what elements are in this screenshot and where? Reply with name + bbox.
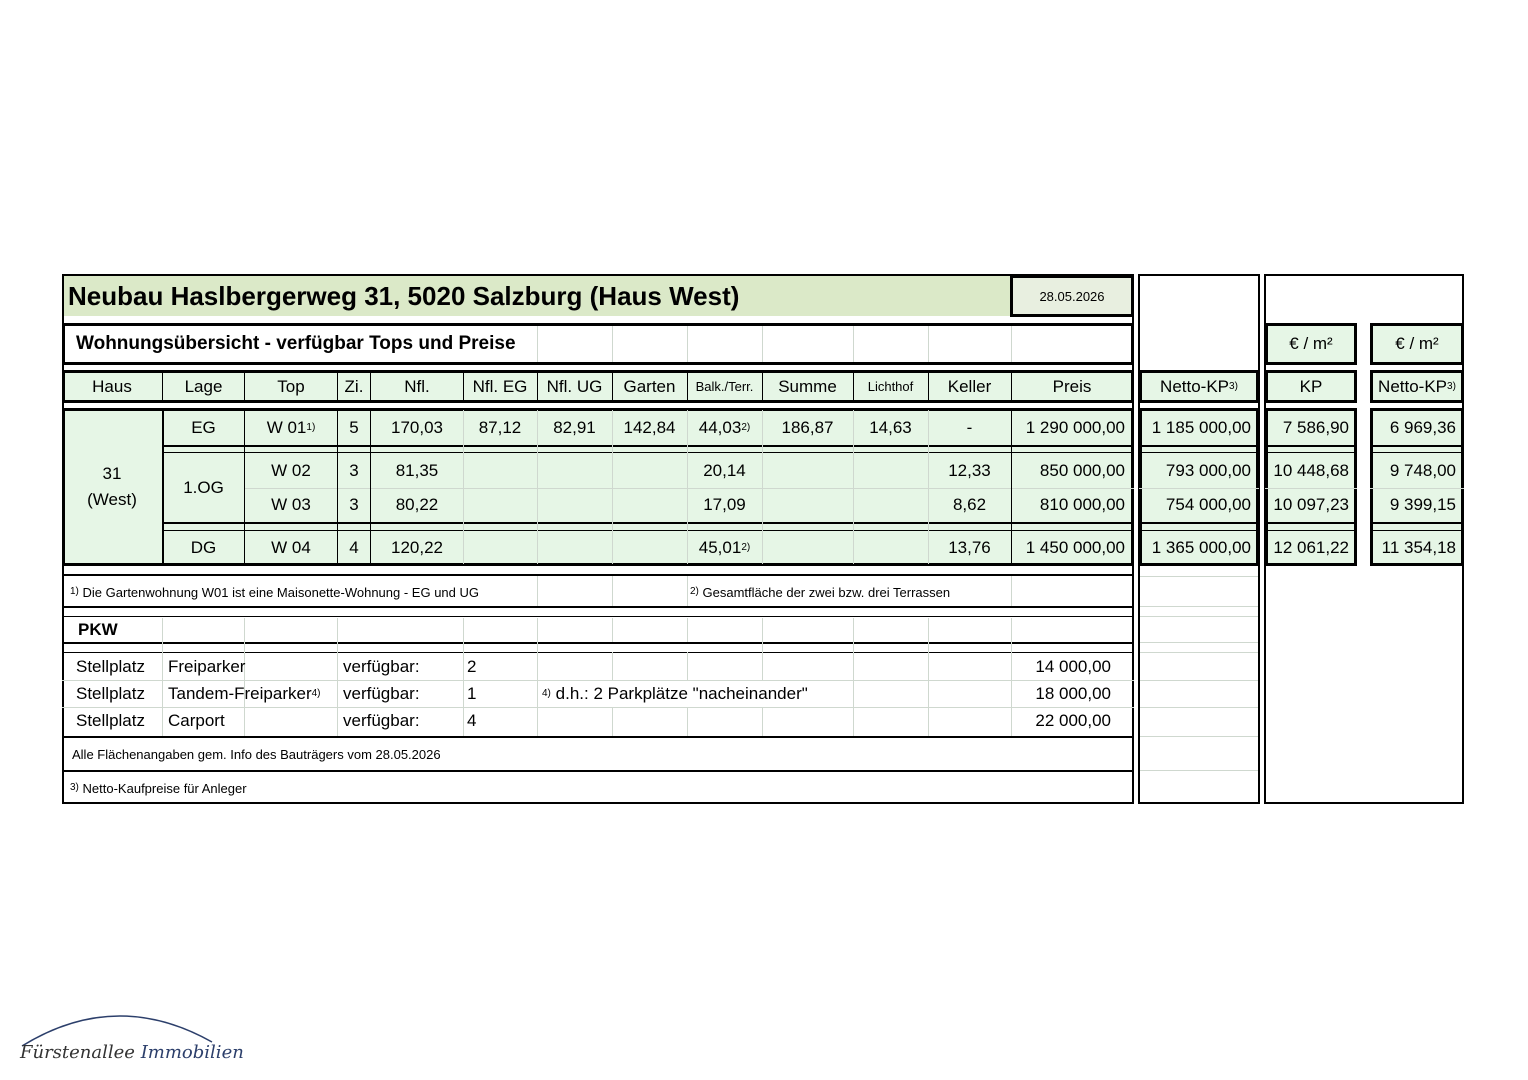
- page-title: Neubau Haslbergerweg 31, 5020 Salzburg (Haus West): [68, 280, 740, 311]
- parking2-price: 18 000,00: [1035, 684, 1111, 703]
- parking1-price: 14 000,00: [1035, 657, 1111, 676]
- col-nfl: Nfl.: [404, 376, 430, 396]
- parking2-type: Tandem-Freiparker 4): [168, 684, 321, 703]
- row3-netto-m2: 9 399,15: [1389, 495, 1456, 514]
- col-keller: Keller: [947, 376, 992, 396]
- col-balk: Balk./Terr.: [695, 379, 754, 394]
- col-nfl-ug: Nfl. UG: [546, 376, 603, 396]
- row3-kp-m2: 10 097,23: [1273, 495, 1349, 514]
- row4-preis: 1 450 000,00: [1025, 537, 1125, 557]
- row3-preis: 810 000,00: [1039, 495, 1125, 514]
- haus-number: 31: [102, 464, 122, 483]
- parking1-type: Freiparker: [168, 657, 246, 676]
- footnote-2: 2) Gesamtfläche der zwei bzw. drei Terrassen: [690, 584, 951, 600]
- parking3-price: 22 000,00: [1035, 711, 1111, 730]
- row3-top: W 03: [271, 495, 311, 514]
- row4-keller: 13,76: [948, 537, 991, 557]
- row1-netto-m2: 6 969,36: [1389, 418, 1456, 437]
- row1-keller: -: [966, 418, 973, 437]
- parking2-kind: Stellplatz: [76, 684, 145, 703]
- footnote-4: 4) d.h.: 2 Parkplätze "nacheinander": [542, 684, 808, 703]
- row1-preis: 1 290 000,00: [1025, 418, 1125, 437]
- row1-nfl-eg: 87,12: [478, 418, 522, 437]
- note-flaechen: Alle Flächenangaben gem. Info des Bauträgers vom 28.05.2026: [72, 746, 441, 762]
- row2-zi: 3: [349, 460, 359, 480]
- row3-balk: 17,09: [703, 495, 746, 514]
- col-netto-kp: Netto-KP 3): [1160, 376, 1238, 396]
- pkw-label: PKW: [78, 620, 118, 639]
- date-label: 28.05.2026: [1039, 288, 1105, 304]
- row4-nfl: 120,22: [391, 537, 443, 557]
- row2-lage: 1.OG: [183, 477, 224, 497]
- row3-zi: 3: [349, 495, 359, 514]
- parking1-avail: verfügbar:: [343, 657, 420, 676]
- row2-balk: 20,14: [703, 460, 746, 480]
- col-zi: Zi.: [344, 376, 364, 396]
- row4-balk: 45,01 2): [698, 537, 751, 557]
- row3-keller: 8,62: [952, 495, 987, 514]
- row2-nfl: 81,35: [395, 460, 439, 480]
- logo-word-2: Immobilien: [140, 1042, 244, 1063]
- row1-nfl-ug: 82,91: [553, 418, 596, 437]
- row4-netto-m2: 11 354,18: [1381, 537, 1456, 557]
- row2-preis: 850 000,00: [1039, 460, 1125, 480]
- logo-word-1: Fürstenallee: [20, 1042, 135, 1063]
- row4-top: W 04: [271, 537, 311, 557]
- row4-netto: 1 365 000,00: [1151, 537, 1251, 557]
- row2-keller: 12,33: [948, 460, 991, 480]
- col-netto-kp2: Netto-KP 3): [1378, 376, 1456, 396]
- parking1-kind: Stellplatz: [76, 657, 145, 676]
- row4-zi: 4: [349, 537, 359, 557]
- row2-kp-m2: 10 448,68: [1273, 460, 1349, 480]
- parking3-avail: verfügbar:: [343, 711, 420, 730]
- parking3-kind: Stellplatz: [76, 711, 145, 730]
- row1-zi: 5: [349, 418, 359, 437]
- row1-summe: 186,87: [781, 418, 834, 437]
- row1-kp-m2: 7 586,90: [1282, 418, 1349, 437]
- row2-netto-m2: 9 748,00: [1389, 460, 1456, 480]
- row4-lage: DG: [190, 537, 217, 557]
- row1-lichthof: 14,63: [869, 418, 912, 437]
- haus-name: (West): [87, 490, 137, 509]
- row1-top: W 01 1): [266, 418, 316, 437]
- parking3-count: 4: [467, 711, 477, 730]
- row1-netto: 1 185 000,00: [1151, 418, 1251, 437]
- col-top: Top: [277, 376, 305, 396]
- parking2-avail: verfügbar:: [343, 684, 420, 703]
- row2-top: W 02: [271, 460, 311, 480]
- col-lichthof: Lichthof: [867, 379, 914, 394]
- row3-nfl: 80,22: [395, 495, 439, 514]
- parking3-type: Carport: [168, 711, 225, 730]
- parking2-count: 1: [467, 684, 477, 703]
- logo: [20, 1042, 244, 1063]
- col-preis: Preis: [1052, 376, 1092, 396]
- per-m2-label-1: € / m²: [1289, 334, 1333, 353]
- col-garten: Garten: [623, 376, 676, 396]
- col-haus: Haus: [92, 376, 132, 396]
- row4-kp-m2: 12 061,22: [1273, 537, 1349, 557]
- footnote-3: 3) Netto-Kaufpreise für Anleger: [70, 780, 247, 796]
- row1-lage: EG: [191, 418, 216, 437]
- subtitle: Wohnungsübersicht - verfügbar Tops und Preise: [76, 333, 516, 354]
- footnote-1: 1) Die Gartenwohnung W01 ist eine Maisonette-Wohnung - EG und UG: [70, 584, 479, 600]
- parking1-count: 2: [467, 657, 477, 676]
- row1-nfl: 170,03: [391, 418, 443, 437]
- col-lage: Lage: [184, 376, 223, 396]
- col-nfl-eg: Nfl. EG: [472, 376, 528, 396]
- row3-netto: 754 000,00: [1165, 495, 1251, 514]
- row2-netto: 793 000,00: [1165, 460, 1251, 480]
- row1-garten: 142,84: [623, 418, 676, 437]
- col-summe: Summe: [778, 376, 837, 396]
- row1-balk: 44,03 2): [698, 418, 751, 437]
- col-kp: KP: [1299, 376, 1323, 396]
- per-m2-label-2: € / m²: [1395, 334, 1439, 353]
